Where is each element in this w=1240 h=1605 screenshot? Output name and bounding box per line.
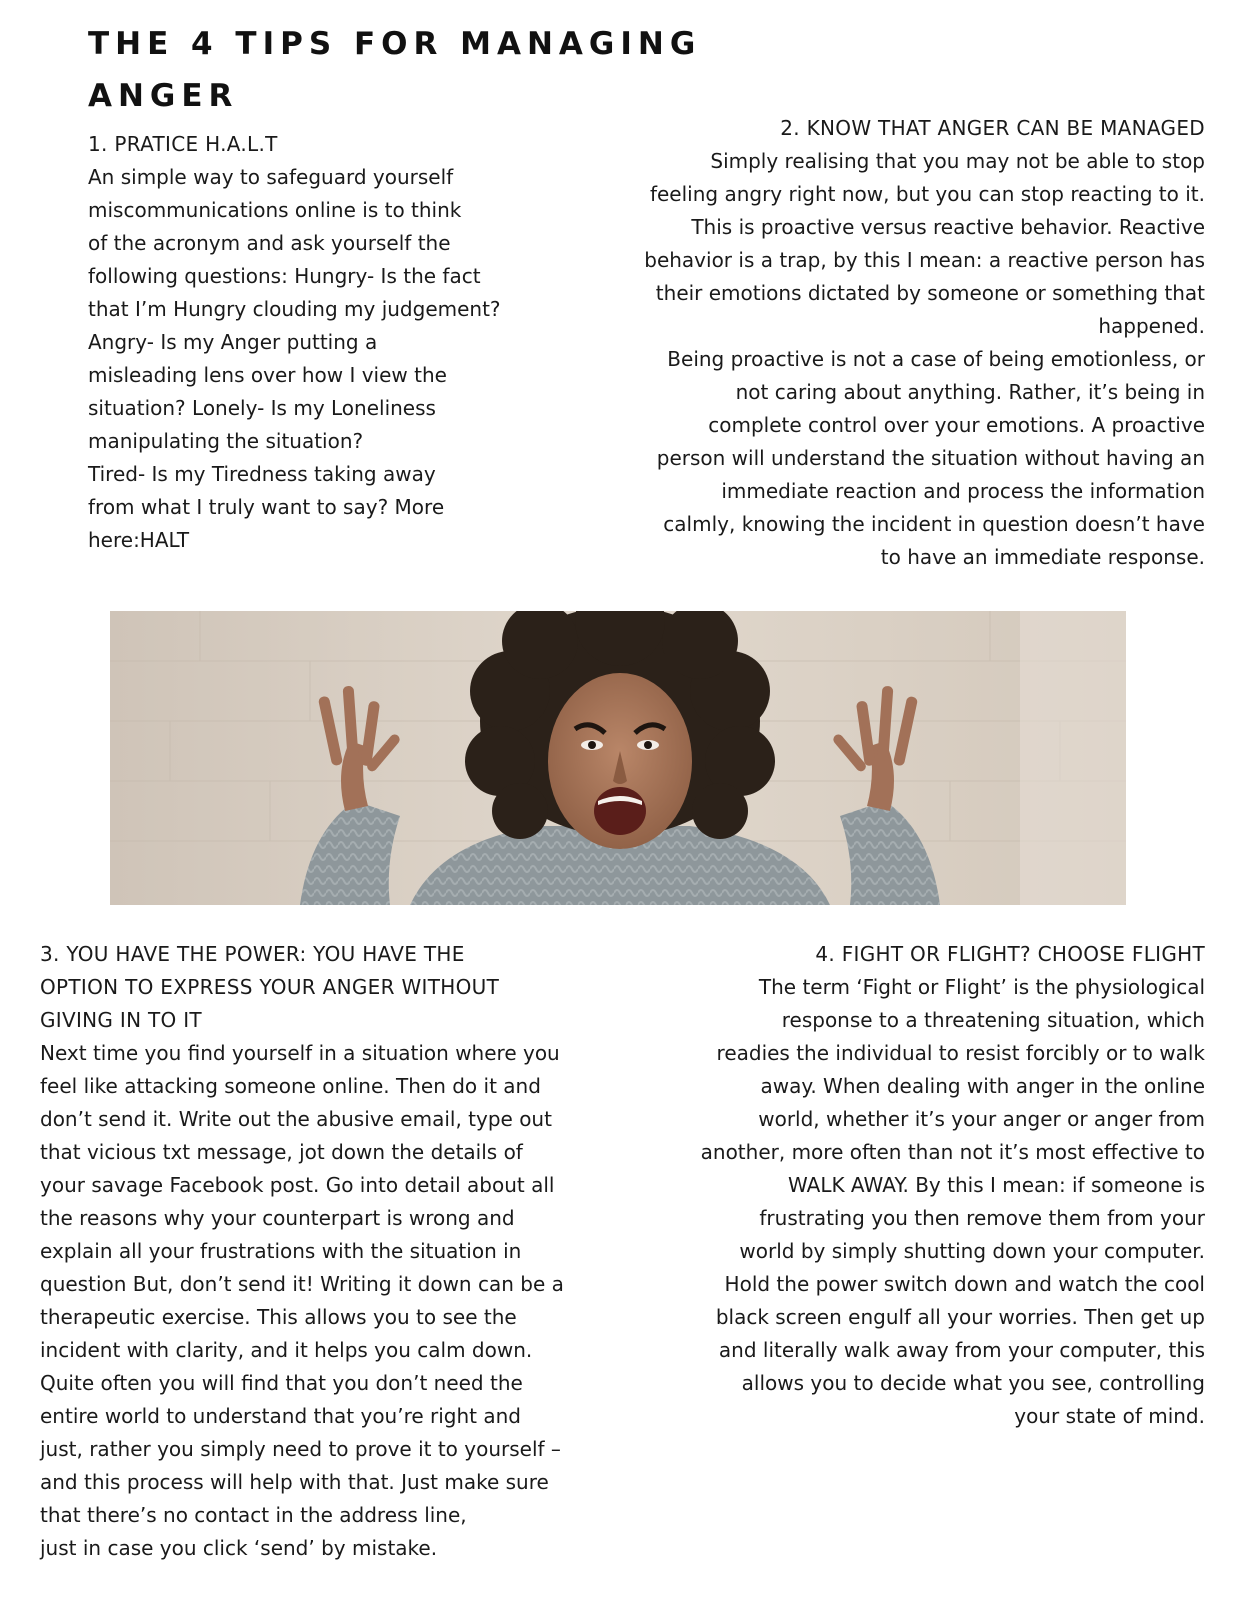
body-line: not caring about anything. Rather, it’s being in [735, 380, 1205, 404]
body-line: Hold the power switch down and watch the cool [724, 1272, 1205, 1296]
body-line: just, rather you simply need to prove it to yourself – [40, 1437, 561, 1461]
body-line: that there’s no contact in the address line, [40, 1503, 467, 1527]
body-line: world by simply shutting down your computer. [739, 1239, 1205, 1263]
body-line: readies the individual to resist forcibly or to walk [716, 1041, 1205, 1065]
body-line: feel like attacking someone online. Then do it and [40, 1074, 541, 1098]
body-line: An simple way to safeguard yourself [88, 165, 454, 189]
heading-line: 1. PRATICE H.A.L.T [88, 132, 278, 156]
body-line: WALK AWAY. By this I mean: if someone is [787, 1173, 1205, 1197]
body-line: question But, don’t send it! Writing it down can be a [40, 1272, 564, 1296]
tip-1-heading [88, 128, 588, 161]
body-line: happened. [1098, 314, 1205, 338]
body-line: and literally walk away from your computer, this [718, 1338, 1205, 1362]
body-line: world, whether it’s your anger or anger from [758, 1107, 1205, 1131]
body-line: allows you to decide what you see, controlling [741, 1371, 1205, 1395]
heading-line: 2. KNOW THAT ANGER CAN BE MANAGED [780, 116, 1205, 140]
body-line: situation? Lonely- Is my Loneliness [88, 396, 436, 420]
body-line: Simply realising that you may not be able to stop [710, 149, 1205, 173]
body-line: away. When dealing with anger in the online [760, 1074, 1205, 1098]
body-line: don’t send it. Write out the abusive email, type out [40, 1107, 552, 1131]
body-line: Next time you find yourself in a situation where you [40, 1041, 560, 1065]
body-line: feeling angry right now, but you can stop reacting to it. [649, 182, 1205, 206]
heading-line: 3. YOU HAVE THE POWER: YOU HAVE THE [40, 942, 465, 966]
tip-1-section [88, 128, 588, 557]
body-line: just in case you click ‘send’ by mistake. [40, 1536, 438, 1560]
body-line: response to a threatening situation, which [781, 1008, 1205, 1032]
body-line: Being proactive is not a case of being emotionless, or [667, 347, 1205, 371]
body-line: The term ‘Fight or Flight’ is the physiological [758, 975, 1205, 999]
tip-4-heading [640, 938, 1205, 971]
body-line: incident with clarity, and it helps you calm down. [40, 1338, 533, 1362]
tip-2-section [580, 112, 1205, 574]
heading-line: GIVING IN TO IT [40, 1008, 202, 1032]
body-line: calmly, knowing the incident in question doesn’t have [663, 512, 1205, 536]
body-line: miscommunications online is to think [88, 198, 462, 222]
body-line: explain all your frustrations with the situation in [40, 1239, 522, 1263]
body-line: misleading lens over how I view the [88, 363, 447, 387]
tip-3-body [40, 1037, 660, 1565]
body-line: that I’m Hungry clouding my judgement? [88, 297, 501, 321]
body-line: of the acronym and ask yourself the [88, 231, 451, 255]
angry-woman-illustration [110, 611, 1126, 905]
body-line: another, more often than not it’s most effective to [700, 1140, 1205, 1164]
body-line: entire world to understand that you’re right and [40, 1404, 522, 1428]
angry-woman-photo [110, 611, 1126, 905]
body-line: from what I truly want to say? More [88, 495, 445, 519]
page-title [88, 18, 728, 122]
tip-3-heading [40, 938, 660, 1037]
tip-4-body [640, 971, 1205, 1433]
body-line: their emotions dictated by someone or something that [655, 281, 1205, 305]
body-line: here:HALT [88, 528, 190, 552]
body-line: manipulating the situation? [88, 429, 364, 453]
tip-1-body [88, 161, 588, 557]
open-mouth [594, 787, 646, 835]
body-line: complete control over your emotions. A proactive [708, 413, 1205, 437]
body-line: Quite often you will find that you don’t need the [40, 1371, 523, 1395]
body-line: following questions: Hungry- Is the fact [88, 264, 481, 288]
body-line: This is proactive versus reactive behavior. Reactive [691, 215, 1205, 239]
body-line: to have an immediate response. [880, 545, 1205, 569]
body-line: therapeutic exercise. This allows you to see the [40, 1305, 517, 1329]
body-line: Angry- Is my Anger putting a [88, 330, 378, 354]
body-line: person will understand the situation without having an [656, 446, 1205, 470]
heading-line: OPTION TO EXPRESS YOUR ANGER WITHOUT [40, 975, 500, 999]
body-line: that vicious txt message, jot down the details of [40, 1140, 523, 1164]
tip-4-section [640, 938, 1205, 1433]
body-line: the reasons why your counterpart is wrong and [40, 1206, 515, 1230]
tip-3-section [40, 938, 660, 1565]
title-line: THE 4 TIPS FOR MANAGING [88, 26, 702, 62]
tip-2-heading [580, 112, 1205, 145]
body-line: Tired- Is my Tiredness taking away [88, 462, 436, 486]
body-line: immediate reaction and process the information [721, 479, 1205, 503]
heading-line: 4. FIGHT OR FLIGHT? CHOOSE FLIGHT [815, 942, 1205, 966]
tip-2-body [580, 145, 1205, 574]
body-line: black screen engulf all your worries. Then get up [715, 1305, 1205, 1329]
body-line: behavior is a trap, by this I mean: a reactive person has [644, 248, 1205, 272]
body-line: and this process will help with that. Just make sure [40, 1470, 549, 1494]
title-line: ANGER [88, 78, 239, 114]
body-line: your state of mind. [1014, 1404, 1205, 1428]
body-line: your savage Facebook post. Go into detail about all [40, 1173, 555, 1197]
body-line: frustrating you then remove them from your [759, 1206, 1205, 1230]
